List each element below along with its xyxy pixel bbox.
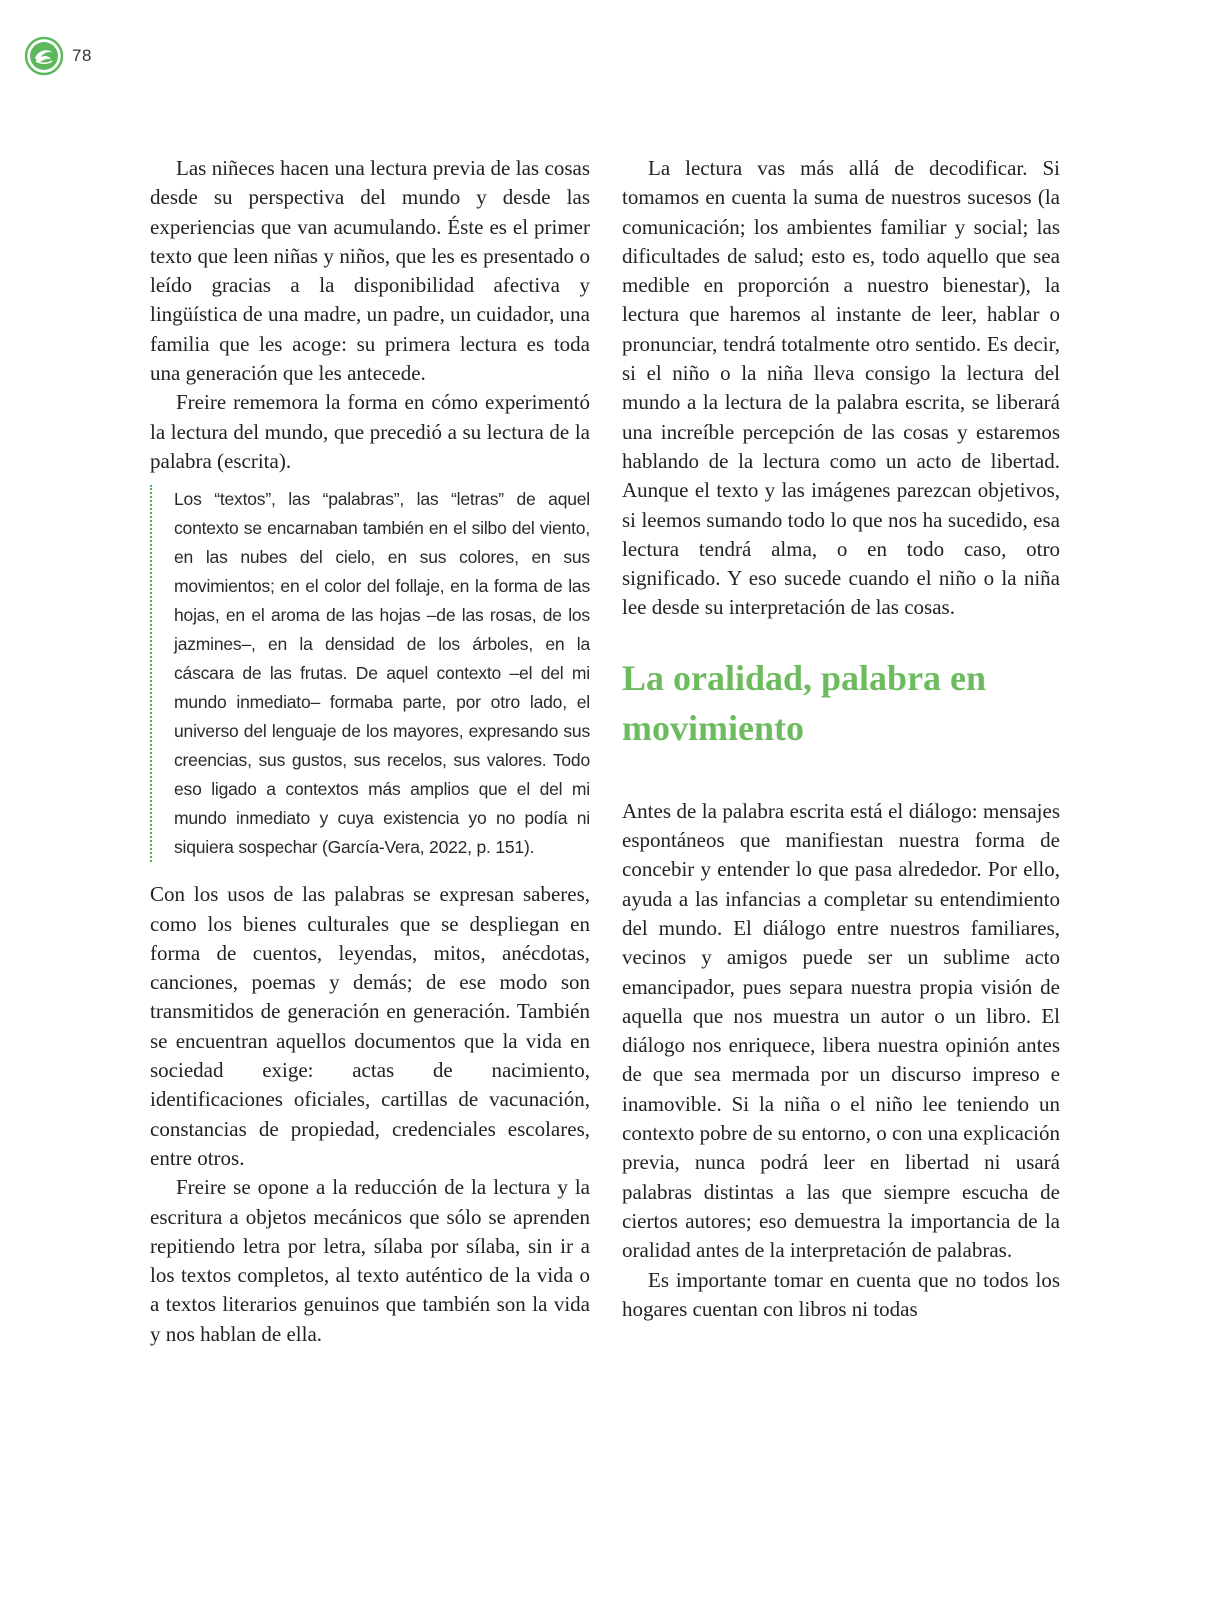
page-number: 78	[72, 46, 92, 65]
green-circular-logo-icon	[24, 36, 64, 76]
page-header	[24, 36, 92, 76]
quote-text: Los “textos”, las “palabras”, las “letras” de aquel contexto se encarnaban también en el silbo del viento, en las nubes del cielo, en sus colores, en sus movimientos; en el color del follaje, en la forma de las hojas, en el aroma de las hojas –de las rosas, de los jazmines–, en la densidad de los árboles, en la cáscara de las frutas. De aquel contexto –el del mi mundo inmediato– formaba parte, por otro lado, el universo del lenguaje de los mayores, expresando sus creencias, sus gustos, sus recelos, sus valores. Todo eso ligado a contextos más amplios que el del mi mundo inmediato y cuya existencia yo no podía ni siquiera sospechar (García-Vera, 2022, p. 151).	[174, 489, 590, 858]
paragraph: Con los usos de las palabras se expresan saberes, como los bienes culturales que se despliegan en forma de cuentos, leyendas, mitos, anécdotas, canciones, poemas y demás; de ese modo son transmitidos de generación en generación. También se encuentran aquellos documentos que la vida en sociedad exige: actas de nacimiento, identificaciones oficiales, cartillas de vacunación, constancias de propiedad, credenciales escolares, entre otros.	[150, 882, 590, 1170]
block-quote	[150, 485, 590, 862]
section-heading: La oralidad, palabra en movimiento	[622, 657, 987, 748]
paragraph: Freire rememora la forma en cómo experimentó la lectura del mundo, que precedió a su lectura de la palabra (escrita).	[150, 390, 590, 473]
paragraph: Freire se opone a la reducción de la lectura y la escritura a objetos mecánicos que sólo se aprenden repitiendo letra por letra, sílaba por sílaba, sin ir a los textos completos, al texto auténtico de la vida o a textos literarios genuinos que también son la vida y nos hablan de ella.	[150, 1175, 590, 1346]
paragraph: La lectura vas más allá de decodificar. Si tomamos en cuenta la suma de nuestros sucesos (la comunicación; los ambientes familiar y social; las dificultades de salud; esto es, todo aquello que sea medible en proporción a nuestro bienestar), la lectura que haremos al instante de leer, hablar o pronunciar, tendrá totalmente otro sentido. Es decir, si el niño o la niña lleva consigo la lectura del mundo a la lectura de la palabra escrita, se liberará una increíble percepción de las cosas y estaremos hablando de la lectura como un acto de libertad. Aunque el texto y las imágenes parezcan objetivos, si leemos sumando todo lo que nos ha sucedido, esa lectura tendrá alma, o en todo caso, otro significado. Y eso sucede cuando el niño o la niña lee desde su interpretación de las cosas.	[622, 156, 1060, 620]
paragraph: Las niñeces hacen una lectura previa de las cosas desde su perspectiva del mundo y desde las experiencias que van acumulando. Éste es el primer texto que leen niñas y niños, que les es presentado o leído gracias a la disponibilidad afectiva y lingüística de una madre, un padre, un cuidador, una familia que les acoge: su primera lectura es toda una generación que les antecede.	[150, 156, 590, 386]
paragraph: Es importante tomar en cuenta que no todos los hogares cuentan con libros ni todas	[622, 1267, 1060, 1321]
right-column	[622, 154, 1060, 1324]
paragraph: Antes de la palabra escrita está el diálogo: mensajes espontáneos que manifiestan nuestra forma de concebir y entender lo que pasa alrededor. Por ello, ayuda a las infancias a completar su entendimiento del mundo. El diálogo entre nuestros familiares, vecinos y amigos puede ser un sublime acto emancipador, pues separa nuestra propia visión de aquella que nos muestra un autor o un libro. El diálogo nos enriquece, libera nuestra opinión antes de que sea mermada por un discurso impreso e inamovible. Si la niña o el niño lee teniendo un contexto pobre de su entorno, o con una explicación previa, nunca podrá leer en libertad ni usará palabras distintas a las que siempre escucha de ciertos autores; eso demuestra la importancia de la oralidad antes de la interpretación de palabras.	[622, 798, 1060, 1263]
left-column	[150, 154, 590, 1349]
